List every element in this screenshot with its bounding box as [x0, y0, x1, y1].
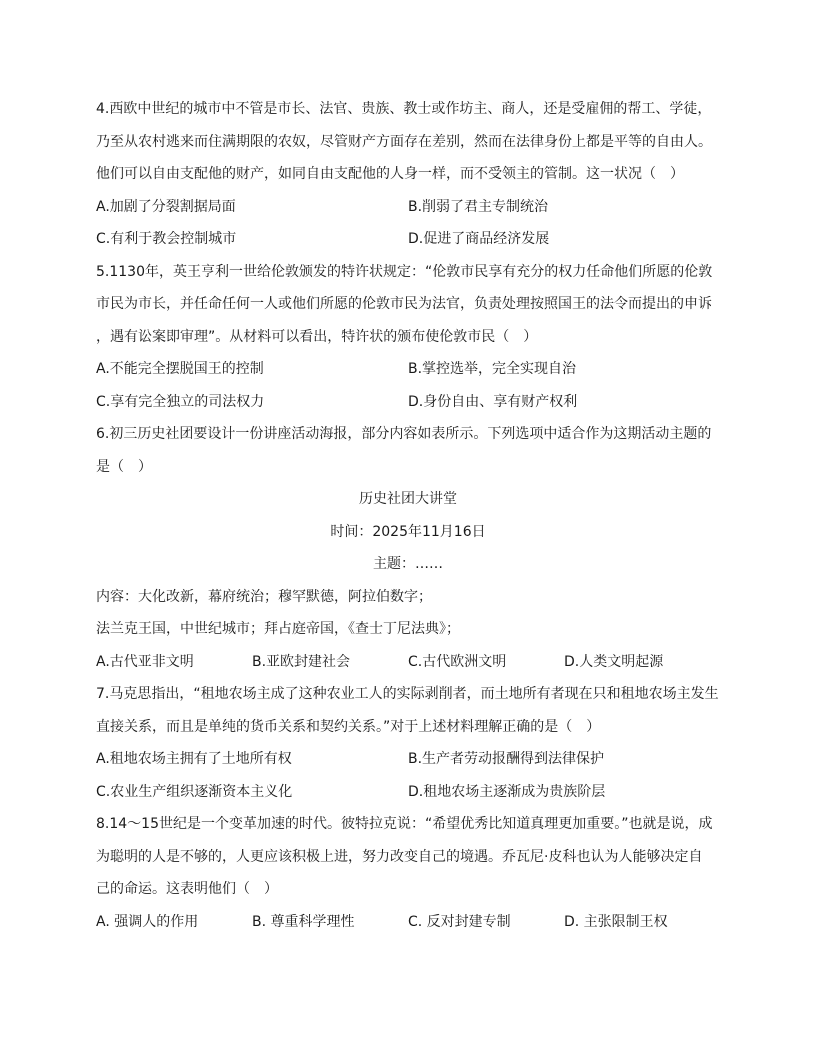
options-row [96, 228, 720, 250]
option-b[interactable]: B.削弱了君主专制统治 [408, 198, 549, 215]
option-c[interactable]: C.享有完全独立的司法权力 [96, 393, 265, 410]
option-d[interactable]: D.租地农场主逐渐成为贵族阶层 [408, 783, 606, 800]
question-text-line: 6.初三历史社团要设计一份讲座活动海报，部分内容如表所示。下列选项中适合作为这期活动主题的 [96, 426, 712, 442]
options-row [96, 748, 720, 770]
options-row [96, 391, 720, 413]
option-c[interactable]: C.古代欧洲文明 [408, 653, 507, 670]
poster-content-line: 法兰克王国，中世纪城市；拜占庭帝国，《查士丁尼法典》； [96, 621, 460, 637]
options-row [96, 911, 720, 933]
option-c[interactable]: C. 反对封建专制 [408, 913, 511, 930]
options-row [96, 651, 720, 673]
question-8 [96, 813, 720, 933]
option-d[interactable]: D.身份自由、享有财产权利 [408, 393, 578, 410]
option-a[interactable]: A.租地农场主拥有了土地所有权 [96, 751, 292, 767]
question-7 [96, 683, 720, 803]
question-text-line: 是（ ） [96, 458, 152, 475]
exam-page [96, 98, 720, 943]
option-d[interactable]: D.人类文明起源 [564, 653, 664, 670]
option-b[interactable]: B.掌控选举，完全实现自治 [408, 361, 577, 377]
question-text-line: 直接关系，而且是单纯的货币关系和契约关系。”对于上述材料理解正确的是（ ） [96, 718, 601, 735]
question-text-line: 己的命运。这表明他们（ ） [96, 881, 278, 897]
question-text-line: 5.1130年，英王亨利一世给伦敦颁发的特许状规定：“伦敦市民享有充分的权力任命他们所愿的伦敦 [96, 263, 713, 280]
option-b[interactable]: B. 尊重科学理性 [252, 913, 355, 930]
question-4 [96, 98, 720, 250]
option-a[interactable]: A.古代亚非文明 [96, 653, 194, 670]
question-text-line: 市民为市长，并任命任何一人或他们所愿的伦敦市民为法官，负责处理按照国王的法令而提出的申诉 [96, 296, 712, 312]
options-row [96, 781, 720, 803]
option-b[interactable]: B.生产者劳动报酬得到法律保护 [408, 751, 605, 767]
question-5 [96, 261, 720, 413]
question-6 [96, 423, 720, 673]
option-d[interactable]: D.促进了商品经济发展 [408, 231, 550, 247]
poster-title: 历史社团大讲堂 [359, 491, 457, 507]
question-text-line: ，遇有讼案即审理”。从材料可以看出，特许状的颁布使伦敦市民（ ） [96, 328, 538, 345]
option-b[interactable]: B.亚欧封建社会 [252, 653, 351, 670]
options-row [96, 358, 720, 380]
question-text-line: 他们可以自由支配他的财产，如同自由支配他的人身一样，而不受领主的管制。这一状况（ ） [96, 166, 684, 182]
question-text-line: 4.西欧中世纪的城市中不管是市长、法官、贵族、教士或作坊主、商人，还是受雇佣的帮工、学徒， [96, 101, 712, 117]
question-text-line: 为聪明的人是不够的，人更应该积极上进，努力改变自己的境遇。乔瓦尼·皮科也认为人能够决定自 [96, 848, 703, 865]
question-text-line: 7.马克思指出，“租地农场主成了这种农业工人的实际剥削者，而土地所有者现在只和租地农场主发生 [96, 686, 719, 702]
option-a[interactable]: A.不能完全摆脱国王的控制 [96, 361, 264, 377]
option-a[interactable]: A. 强调人的作用 [96, 913, 199, 930]
poster-time: 时间：2025年11月16日 [330, 523, 486, 540]
poster-theme: 主题：…… [373, 556, 443, 572]
option-c[interactable]: C.农业生产组织逐渐资本主义化 [96, 783, 293, 800]
options-row [96, 196, 720, 218]
question-text-line: 乃至从农村逃来而住满期限的农奴，尽管财产方面存在差别，然而在法律身份上都是平等的自由人。 [96, 133, 712, 150]
poster-content-line: 内容：大化改新，幕府统治；穆罕默德，阿拉伯数字； [96, 588, 432, 605]
question-text-line: 8.14～15世纪是一个变革加速的时代。彼特拉克说：“希望优秀比知道真理更加重要。”也就是说，成 [96, 816, 713, 832]
option-a[interactable]: A.加剧了分裂割据局面 [96, 198, 236, 215]
option-d[interactable]: D. 主张限制王权 [564, 913, 668, 930]
option-c[interactable]: C.有利于教会控制城市 [96, 231, 237, 247]
